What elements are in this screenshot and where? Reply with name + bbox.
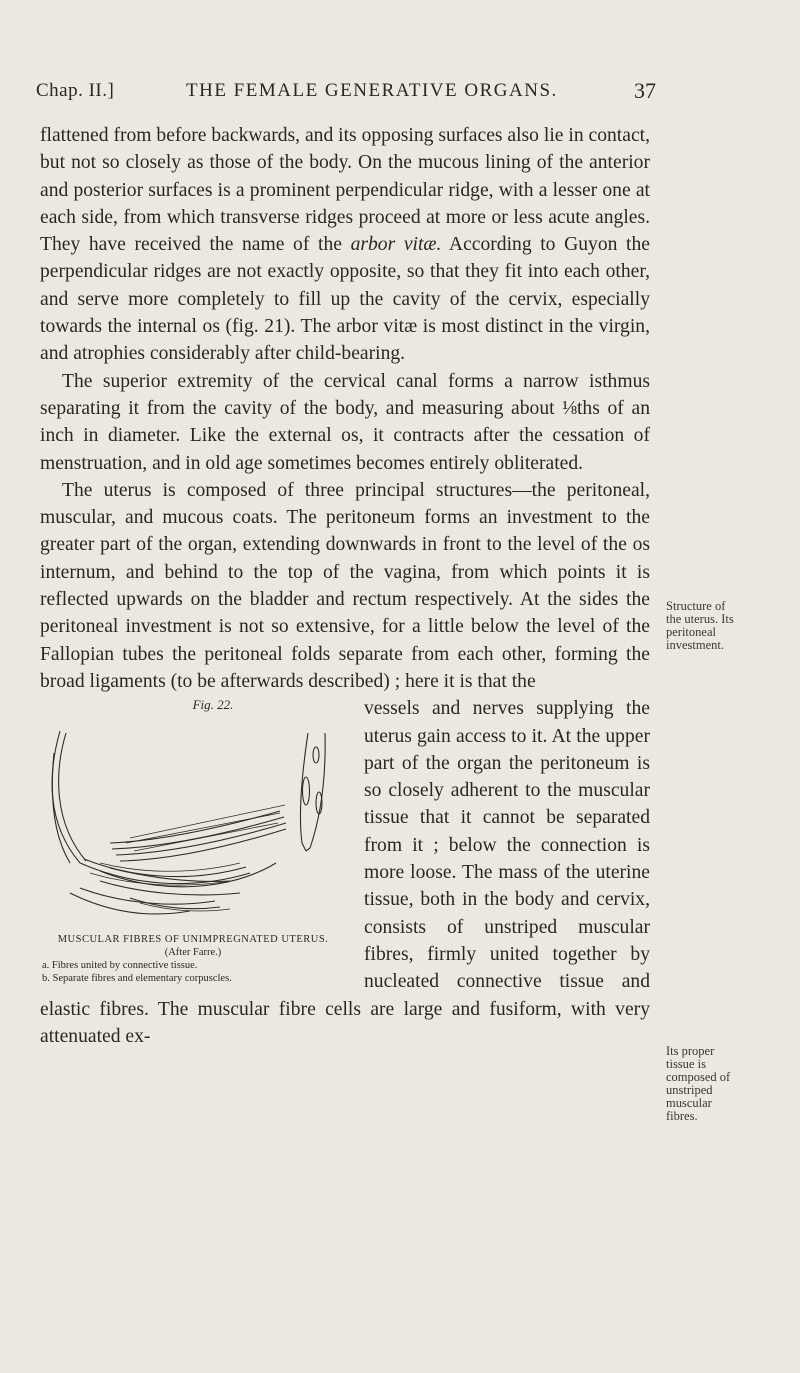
figure-caption [40, 933, 346, 985]
margin-note-proper-tissue: Its proper tissue is composed of unstriped muscular fibres. [666, 1044, 731, 1123]
muscular-fibres-illustration [40, 713, 346, 933]
figure-label: Fig. 22. [192, 697, 234, 713]
caption-item-b: b. Separate fibres and elementary corpuscles. [42, 973, 232, 985]
main-text [40, 122, 650, 1050]
figure-22 [40, 697, 346, 985]
running-header [36, 80, 656, 110]
running-title: THE FEMALE GENERATIVE ORGANS. [186, 80, 558, 101]
paragraph-1 [40, 122, 650, 368]
paragraph-3-continued: vessels and nerves supplying the uterus gain access to it. At the upper part of the organ the peritoneum is so closely adherent to the muscular tissue that it cannot be separated from it ; below the connection is more loose. The mass of the uterine tissue, both in the body and cervix, consists of unstriped muscular fibres, firmly united together by nucleated connective tissue and elastic fibres. The muscular fibre cells are large and fusiform, with very attenuated ex- [40, 698, 650, 1047]
figure-wrap-zone [40, 695, 650, 1050]
caption-title: MUSCULAR FIBRES OF UNIMPREGNATED UTERUS. [57, 934, 329, 946]
caption-item-a: a. Fibres united by connective tissue. [42, 960, 198, 972]
caption-source: (After Farre.) [164, 947, 222, 959]
chapter-label: Chap. II.] [36, 80, 115, 101]
paragraph-2: The superior extremity of the cervical canal forms a narrow isthmus separating it from the cavity of the body, and measuring about ⅛ths of an inch in diameter. Like the external os, it contracts after the cessation of menstruation, and in old age sometimes becomes entirely obliterated. [40, 370, 650, 474]
paragraph-1-text-a: flattened from before backwards, and its opposing surfaces also lie in contact, but not so closely as those of the body. On the mucous lining of the anterior and posterior surfaces is a prominent perpendicular ridge, with a lesser one at each side, from which transverse ridges proceed at more or less acute angles. They have received the name of the [40, 125, 650, 256]
paragraph-3: The uterus is composed of three principal structures—the peritoneal, muscular, and mucous coats. The peritoneum forms an investment to the greater part of the organ, extending downwards in front to the level of the os internum, and behind to the top of the vagina, from which points it is reflected upwards on the bladder and rectum respectively. At the sides the peritoneal investment is not so extensive, for a little below the level of the Fallopian tubes the peritoneal folds separate from each other, forming the broad ligaments (to be afterwards described) ; here it is that the [40, 479, 650, 692]
page-number: 37 [634, 78, 656, 103]
margin-note-structure: Structure of the uterus. Its peritoneal investment. [666, 599, 734, 652]
arbor-vitae-term: arbor vitæ. [350, 234, 442, 256]
paragraph-1-text-b: According to Guyon the perpendicular ridges are not exactly opposite, so that they fit into each other, and serve more completely to fill up the cavity of the cervix, especially towards the internal os (fig. 21). The arbor vitæ is most distinct in the virgin, and atrophies considerably after child-bearing. [40, 234, 650, 365]
